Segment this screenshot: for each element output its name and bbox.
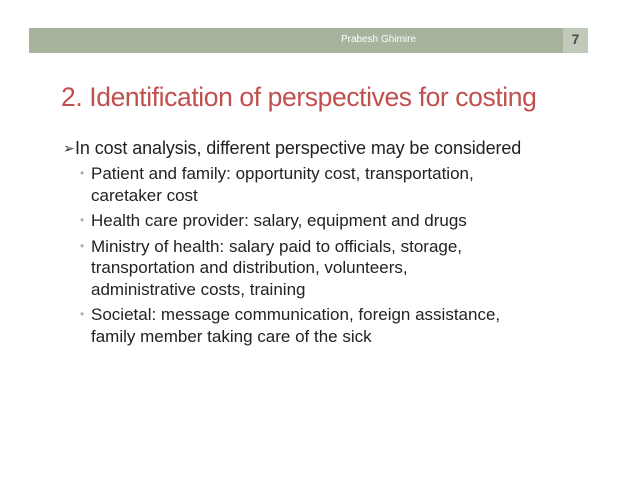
bullet-line: Societal: message communication, foreign assistance, — [91, 305, 501, 324]
bullet-item — [75, 304, 595, 347]
slide-title: 2. Identification of perspectives for costing — [61, 82, 537, 112]
bullet-line: Health care provider: salary, equipment and drugs — [91, 211, 467, 230]
bullet-line: Ministry of health: salary paid to officials, storage, — [91, 236, 463, 256]
lead-statement — [63, 137, 595, 159]
bullet-item — [75, 163, 595, 206]
bullet-item — [75, 210, 595, 232]
lead-text: In cost analysis, different perspective may be considered — [75, 138, 522, 158]
header-bar — [29, 28, 588, 53]
slide-content — [63, 137, 595, 351]
bullet-dot-icon: • — [80, 213, 85, 227]
bullet-line: caretaker cost — [91, 185, 198, 205]
bullet-dot-icon: • — [80, 238, 85, 253]
bullet-line: transportation and distribution, volunteers, — [91, 258, 408, 277]
slide-number: 7 — [571, 31, 580, 47]
bullet-line: family member taking care of the sick — [91, 326, 372, 346]
bullet-line: administrative costs, training — [91, 279, 306, 299]
bullet-dot-icon: • — [80, 307, 85, 321]
slide-number-box — [563, 28, 588, 53]
bullet-list — [75, 163, 595, 347]
arrow-bullet-icon: ➢ — [63, 140, 75, 156]
bullet-item — [75, 236, 595, 301]
bullet-dot-icon: • — [80, 166, 85, 180]
bullet-line: Patient and family: opportunity cost, transportation, — [91, 164, 474, 183]
author-name: Prabesh Ghimire — [341, 34, 417, 45]
